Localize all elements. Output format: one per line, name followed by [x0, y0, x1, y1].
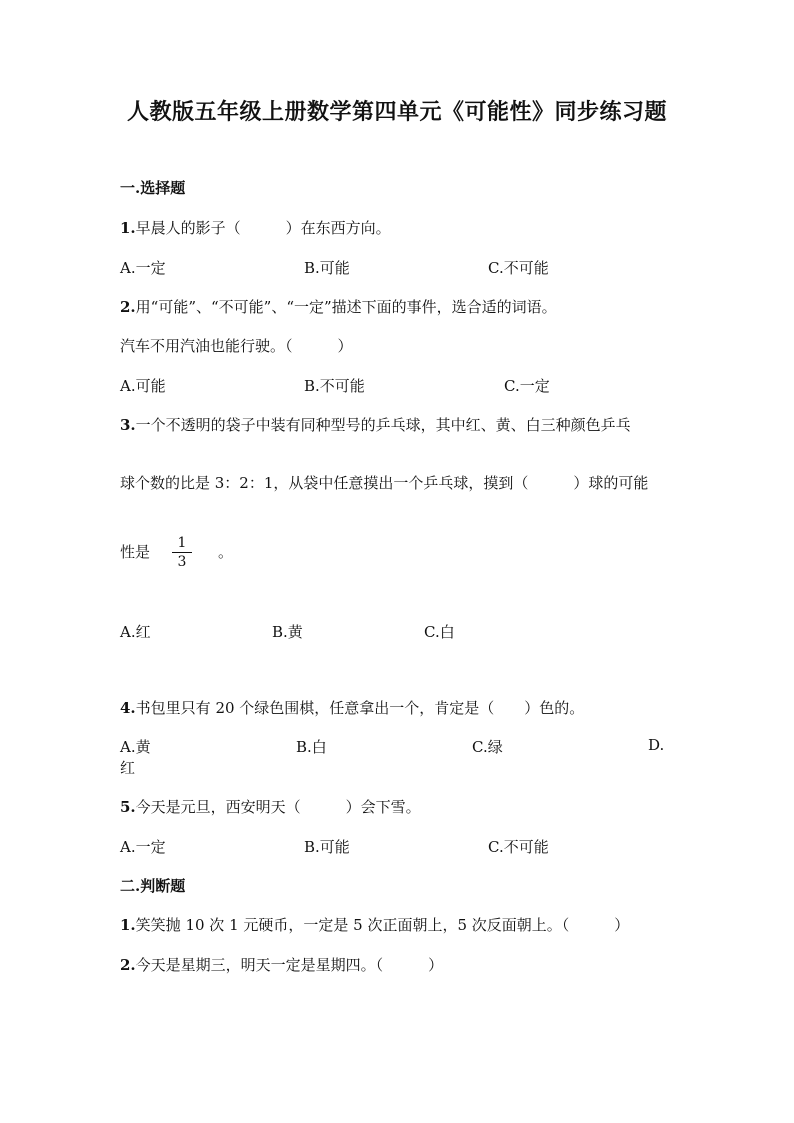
question-number: 2. [120, 956, 136, 974]
fraction-numerator: 1 [177, 535, 187, 551]
question-text-line-1: 一个不透明的袋子中装有同种型号的乒乓球，其中红、黄、白三种颜色乒乓 [135, 416, 631, 434]
fraction-one-third [170, 535, 194, 570]
q3-option-c: C.白 [424, 623, 455, 641]
question-3-line-3-suffix: 。 [218, 543, 234, 561]
question-number: 5. [120, 798, 136, 816]
q3-option-a: A.红 [120, 623, 151, 641]
question-number: 1. [120, 219, 136, 237]
fraction-denominator: 3 [177, 554, 187, 570]
question-text: 今天是元旦，西安明天（ ）会下雪。 [135, 798, 421, 816]
judge-question-2 [120, 954, 443, 975]
q1-option-a: A.一定 [120, 259, 166, 277]
q4-option-c: C.绿 [472, 738, 503, 756]
question-text: 用“可能”、“不可能”、“一定”描述下面的事件，选合适的词语。 [135, 298, 557, 316]
page-title: 人教版五年级上册数学第四单元《可能性》同步练习题 [126, 99, 667, 125]
q4-option-d-text: 红 [120, 759, 136, 777]
question-number: 3. [120, 416, 136, 434]
q2-option-c: C.一定 [504, 377, 550, 395]
question-text: 早晨人的影子（ ）在东西方向。 [135, 219, 391, 237]
question-text: 笑笑抛 10 次 1 元硬币，一定是 5 次正面朝上，5 次反面朝上。（ ） [135, 916, 630, 934]
q4-option-a: A.黄 [120, 738, 151, 756]
q3-option-b: B.黄 [272, 623, 303, 641]
q5-option-b: B.可能 [304, 838, 350, 856]
question-4 [120, 697, 584, 718]
q5-option-a: A.一定 [120, 838, 166, 856]
question-number: 2. [120, 298, 136, 316]
q1-option-b: B.可能 [304, 259, 350, 277]
q4-option-b: B.白 [296, 738, 327, 756]
judge-question-1 [120, 914, 629, 935]
q2-option-a: A.可能 [120, 377, 166, 395]
question-3-line-2: 球个数的比是 3：2：1，从袋中任意摸出一个乒乓球，摸到（ ）球的可能 [120, 474, 649, 492]
question-text: 今天是星期三，明天一定是星期四。（ ） [135, 956, 444, 974]
q4-option-d-label: D. [648, 736, 665, 754]
q1-option-c: C.不可能 [488, 259, 549, 277]
q5-option-c: C.不可能 [488, 838, 549, 856]
question-2 [120, 296, 557, 317]
section-heading-choice: 一.选择题 [120, 179, 186, 197]
question-5 [120, 796, 421, 817]
section-heading-judge: 二.判断题 [120, 877, 186, 895]
question-text: 书包里只有 20 个绿色围棋，任意拿出一个，肯定是（ ）色的。 [135, 699, 585, 717]
q2-option-b: B.不可能 [304, 377, 365, 395]
question-number: 1. [120, 916, 136, 934]
question-2-subitem: 汽车不用汽油也能行驶。（ ） [120, 337, 353, 355]
question-number: 4. [120, 699, 136, 717]
fraction-bar [172, 552, 192, 553]
question-3 [120, 414, 631, 435]
question-1 [120, 217, 391, 238]
question-3-line-3-prefix: 性是 [120, 543, 151, 561]
